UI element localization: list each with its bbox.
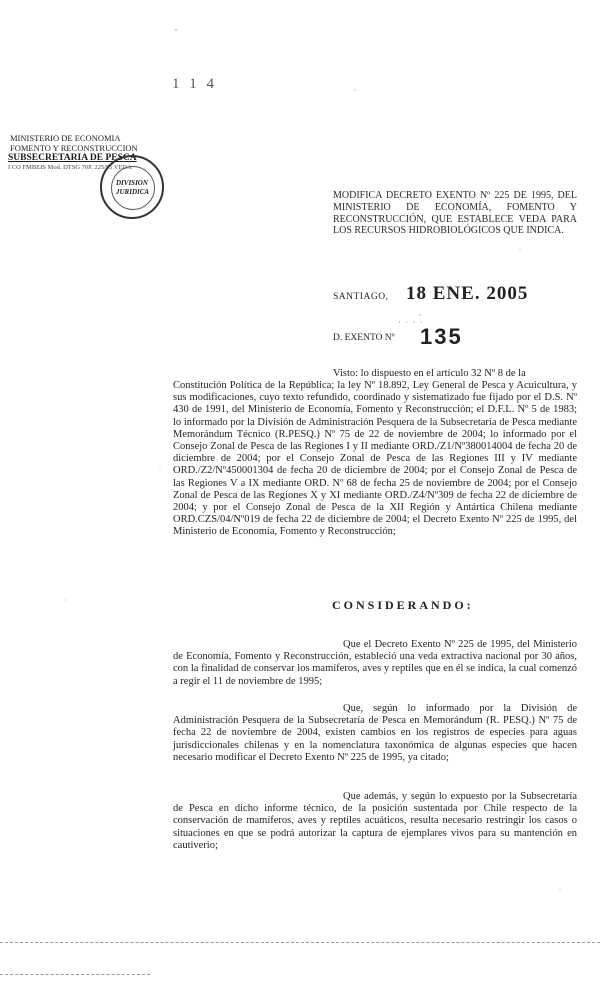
considerando-paragraph-3: Que además, y según lo expuesto por la Subsecretaría de Pesca en dicho informe técnico, de la posición sustentada por Chile respecto de la conservación de mamíferos, aves y reptiles acuáticos, resulta necesario restringir los casos o situaciones en que se podrá autorizar la captura de ejemplares vivos para su mantención en cautiverio; xyxy=(173,791,577,851)
stamp-line-2: JURIDICA xyxy=(116,188,150,196)
decree-number: 135 xyxy=(420,324,463,349)
separator-dots: · · · · xyxy=(398,317,424,327)
visto-first-line: Visto: lo dispuesto en el artículo 32 Nº 8 de la xyxy=(333,368,526,379)
stamp-line-1: DIVISION xyxy=(116,179,148,187)
division-juridica-stamp xyxy=(100,155,164,219)
considerando-paragraph-1: Que el Decreto Exento Nº 225 de 1995, del Ministerio de Economía, Fomento y Reconstrucción, estableció una veda extractiva nacional por 30 años, con la finalidad de conservar los mamíferos, aves y reptiles que en él se indica, la cual comenzó a regir el 11 de noviembre de 1995; xyxy=(173,639,577,687)
decree-date: 18 ENE. 2005 xyxy=(406,283,529,304)
decree-title: MODIFICA DECRETO EXENTO Nº 225 DE 1995, DEL MINISTERIO DE ECONOMÍA, FOMENTO Y RECONSTRUCCIÓN, QUE ESTABLECE VEDA PARA LOS RECURSOS HIDROBIOLÓGICOS QUE INDICA. xyxy=(333,190,577,237)
scan-artifact-line xyxy=(0,974,150,976)
scan-artifact-line xyxy=(0,942,600,944)
ministry-name: MINISTERIO DE ECONOMIA xyxy=(10,133,121,143)
visto-paragraph: Constitución Política de la República; la ley Nº 18.892, Ley General de Pesca y Acuicultura, y sus modificaciones, cuyo texto refundido, coordinado y sistematizado fue fijado por el D.S. Nº 430 de 1991, del Ministerio de Economía, Fomento y Reconstrucción; el D.F.L. Nº 5 de 1983; lo informado por la División de Administración Pesquera de la Subsecretaría de Pesca mediante Memorándum Técnico (R.PESQ.) Nº 75 de 22 de noviembre de 2004; lo informado por el Consejo Zonal de Pesca de las Regiones I y II mediante ORD./Z1/Nº380014004 de fecha 20 de diciembre de 2004; por el Consejo Zonal de Pesca de las Regiones III y IV mediante ORD./Z2/Nº450001304 de fecha 20 de diciembre de 2004; por el Consejo Zonal de Pesca de las Regiones V a IX mediante ORD. Nº 68 de fecha 25 de noviembre de 2004; por el Consejo Zonal de Pesca de las Regiones X y XI mediante ORD./Z4/Nº309 de fecha 22 de diciembre de 2004; y por el Consejo Zonal de Pesca de la XII Región y Antártica Chilena mediante ORD.CZS/04/Nº019 de fecha 22 de diciembre de 2004; el Decreto Exento Nº 225 de 1995, del Ministerio de Economía, Fomento y Reconstrucción; xyxy=(173,380,577,538)
considerando-paragraph-2: Que, según lo informado por la División de Administración Pesquera de la Subsecretaría de Pesca en Memorándum (R. PESQ.) Nº 75 de fecha 22 de noviembre de 2004, existen cambios en los registros de especies para aguas jurisdiccionales chilenas y en la nomenclatura taxonómica de algunas especies que hacen necesario modificar el Decreto Exento Nº 225 de 1995, ya citado; xyxy=(173,703,577,763)
considerando-heading: CONSIDERANDO: xyxy=(332,598,474,612)
decree-number-label: D. EXENTO Nº xyxy=(333,333,395,343)
ministry-subname: FOMENTO Y RECONSTRUCCION xyxy=(10,143,138,153)
file-reference: I CO FMBEIS Mod. DTSG 70P. 225/95 VEDA xyxy=(8,164,132,171)
page-number: 1 1 4 xyxy=(172,76,217,92)
place-label: SANTIAGO, xyxy=(333,292,389,302)
subsecretaria-name: SUBSECRETARIA DE PESCA xyxy=(8,153,137,163)
